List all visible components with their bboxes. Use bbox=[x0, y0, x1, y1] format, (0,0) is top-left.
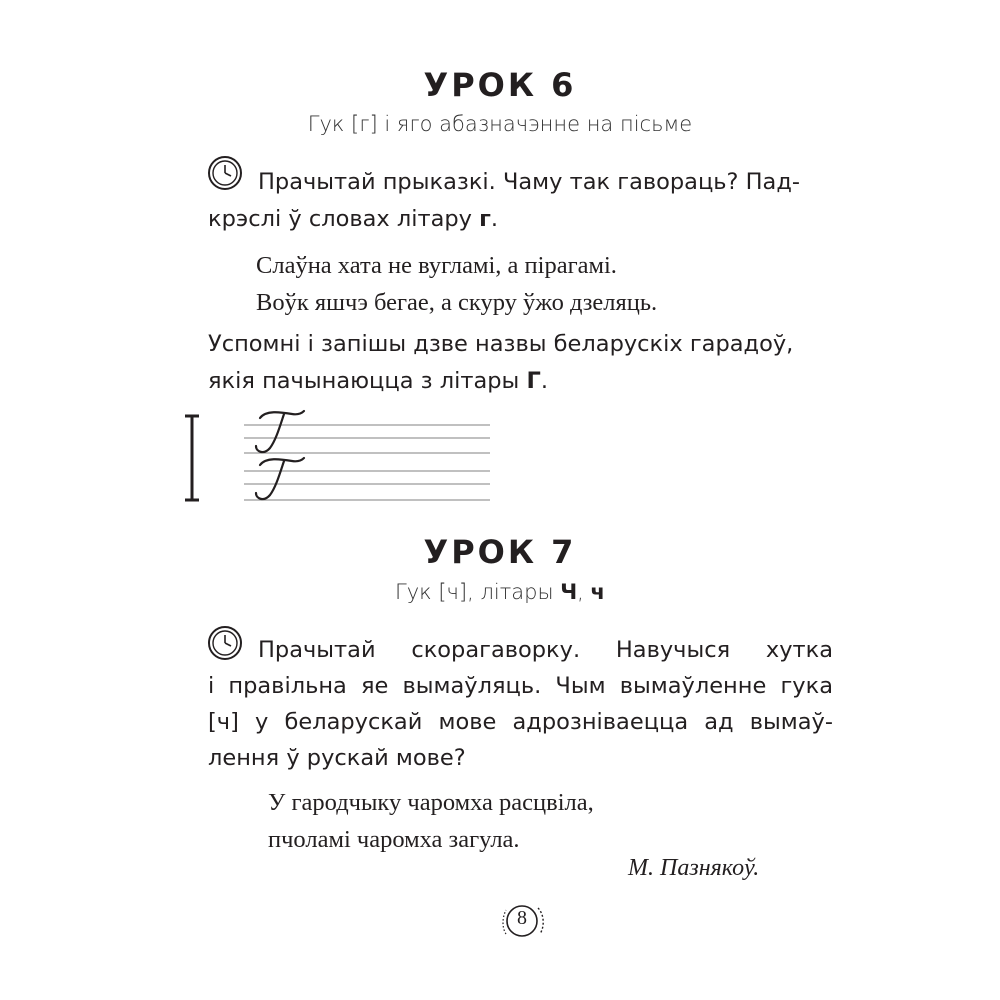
lesson-7-task-line-4: лення ў рускай мове? bbox=[208, 745, 466, 771]
task-2-line-1: Успомні і запішы дзве назвы беларускіх гарадоў, bbox=[208, 331, 794, 357]
author-signature: М. Пазнякоў. bbox=[628, 855, 760, 881]
task-1-line-2-text: крэслі ў словах літару bbox=[208, 206, 480, 232]
lesson-7-task bbox=[208, 632, 833, 776]
verse-line-2: пчоламі чаромха загула. bbox=[268, 826, 520, 853]
task-1-line-1: Прачытай прыказкі. Чаму так гавораць? Пад- bbox=[258, 169, 801, 195]
lesson-6-task-1 bbox=[208, 164, 801, 238]
task-2-line-2 bbox=[208, 363, 808, 400]
bracket-marker bbox=[185, 416, 199, 500]
lesson-7-subtitle-sep: , bbox=[577, 580, 591, 604]
task-1-line-2-end: . bbox=[490, 206, 499, 232]
letter-lower-ch: ч bbox=[590, 580, 605, 604]
cursive-letter-sample-2 bbox=[256, 458, 304, 499]
lesson-7-subtitle-text: Гук [ч], літары bbox=[395, 580, 561, 604]
lesson-7-task-line-1: Прачытай скорагаворку. Навучыся хутка bbox=[258, 637, 833, 663]
task-2-line-2-end: . bbox=[540, 368, 548, 394]
highlight-letter-g: г bbox=[479, 206, 491, 232]
task-1-line-2 bbox=[208, 201, 788, 238]
writing-lines bbox=[244, 425, 490, 500]
lesson-6-task-2 bbox=[208, 326, 808, 400]
lesson-7-title: УРОК 7 bbox=[423, 533, 577, 571]
lesson-6-subtitle: Гук [г] і яго абазначэнне на пісьме bbox=[307, 112, 693, 136]
proverb-2: Воўк яшчэ бегае, а скуру ўжо дзеляць. bbox=[256, 289, 658, 316]
cursive-letter-sample-1 bbox=[256, 411, 304, 452]
handwriting-practice bbox=[180, 408, 500, 508]
page-number-label: 8 bbox=[517, 907, 527, 929]
verse-line-1: У гародчыку чаромха расцвіла, bbox=[268, 789, 594, 816]
lesson-6-title: УРОК 6 bbox=[423, 66, 577, 104]
letter-upper-ch: Ч bbox=[560, 580, 578, 604]
page-number bbox=[496, 896, 552, 946]
highlight-letter-G: Г bbox=[526, 368, 541, 394]
proverb-1: Слаўна хата не вугламі, а пірагамі. bbox=[256, 252, 617, 279]
lesson-7-task-line-2: і правільна яе вымаўляць. Чым вымаўленне гука bbox=[208, 673, 833, 699]
proverbs bbox=[256, 247, 657, 321]
lesson-7-subtitle bbox=[0, 580, 1000, 604]
tongue-twister bbox=[268, 784, 594, 858]
task-2-line-2-text: якія пачынаюцца з літары bbox=[208, 368, 527, 394]
lesson-7-task-line-3: [ч] у беларускай мове адрозніваецца ад вымаў- bbox=[208, 709, 833, 735]
